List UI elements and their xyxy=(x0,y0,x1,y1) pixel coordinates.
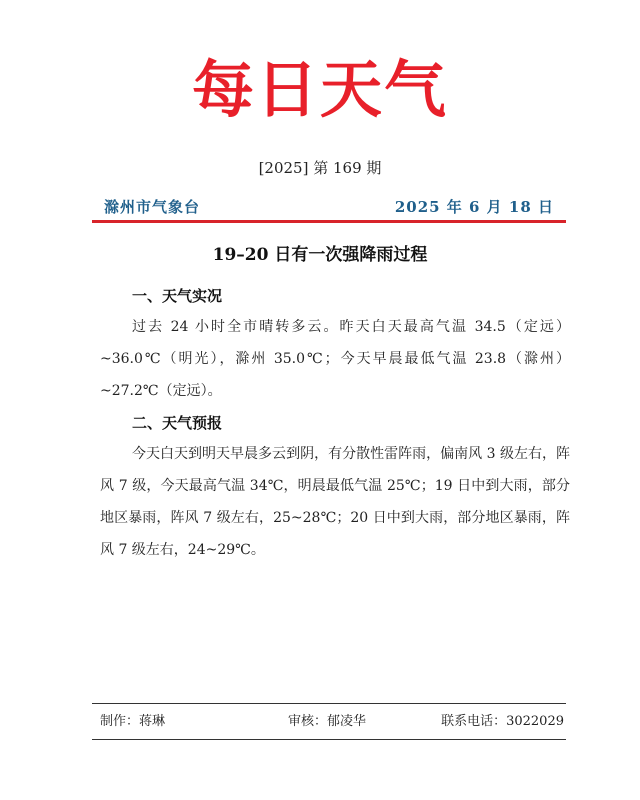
section-body-observation: 过去 24 小时全市晴转多云。昨天白天最高气温 34.5（定远）~36.0℃（明光），滁州 35.0℃；今天早晨最低气温 23.8（滁州）~27.2℃（定远）。 xyxy=(100,319,570,399)
issue-number: [2025] 第 169 期 xyxy=(258,159,382,177)
footer-phone: 联系电话：3022029 xyxy=(441,714,564,729)
section-body-forecast: 今天白天到明天早晨多云到阴，有分散性雷阵雨，偏南风 3 级左右，阵风 7 级，今天最高气温 34℃，明晨最低气温 25℃；19 日中到大雨，部分地区暴雨，阵风 7 级左右，25~28℃；20 日中到大雨，部分地区暴雨，阵风 7 级左右，24~29℃。 xyxy=(100,446,570,558)
issuing-organization: 滁州市气象台 xyxy=(104,198,201,216)
headline: 19–20 日有一次强降雨过程 xyxy=(212,245,428,265)
footer-bottom-divider xyxy=(92,739,566,740)
footer-top-divider xyxy=(92,703,566,704)
section-title-observation: 一、天气实况 xyxy=(132,287,223,305)
masthead-title: 每日天气 xyxy=(191,53,448,126)
issue-date: 2025 年 6 月 18 日 xyxy=(394,198,554,216)
footer-reviewer: 审核：郁凌华 xyxy=(288,714,367,729)
footer-author: 制作：蒋琳 xyxy=(100,714,166,729)
header-divider xyxy=(92,220,566,223)
section-title-forecast: 二、天气预报 xyxy=(132,414,223,432)
